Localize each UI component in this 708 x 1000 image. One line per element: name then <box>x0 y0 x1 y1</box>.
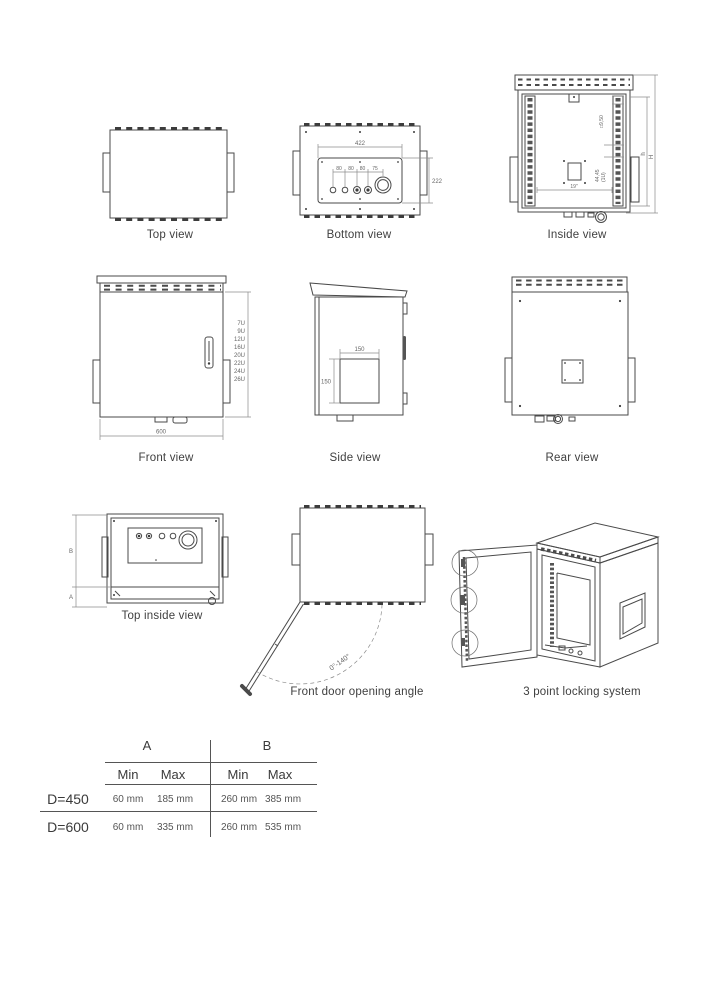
inside-view-bottom-glands <box>564 212 607 223</box>
rear-view-body <box>505 277 635 424</box>
front-unit-26u: 26U <box>233 377 245 383</box>
door-angle-range: 0°-140° <box>328 653 352 673</box>
locking-cabinet-body <box>537 523 658 667</box>
top-inside-dim-b: B <box>68 549 74 555</box>
table-cell: 260 mm <box>220 822 258 833</box>
door-angle-cabinet <box>292 508 433 602</box>
locking-system-diagram <box>445 495 675 680</box>
inside-dim-19in: 19" <box>570 184 578 190</box>
top-inside-view-diagram <box>60 495 255 615</box>
front-view-label: Front view <box>138 452 194 464</box>
table-row-label: D=450 <box>47 791 89 807</box>
front-unit-12u: 12U <box>233 337 245 343</box>
top-inside-screws <box>113 520 217 596</box>
front-unit-7u: 7U <box>237 321 245 327</box>
front-unit-20u: 20U <box>233 353 245 359</box>
top-inside-view-label: Top inside view <box>121 610 203 622</box>
rear-view-vents <box>516 281 624 285</box>
inside-dim-H: H <box>649 154 655 160</box>
front-unit-22u: 22U <box>233 361 245 367</box>
table-rule-3 <box>40 811 317 812</box>
table-cell: 535 mm <box>264 822 302 833</box>
bottom-view-label: Bottom view <box>326 229 392 241</box>
table-sub-min-b: Min <box>227 767 249 782</box>
inside-dim-1u-mm: 44,45 <box>595 169 601 182</box>
table-sub-max-b: Max <box>267 767 293 782</box>
top-inside-body <box>102 514 228 605</box>
top-view-vent-tabs <box>115 129 223 220</box>
table-cell: 335 mm <box>156 822 194 833</box>
side-view-diagram <box>305 270 425 455</box>
table-cell: 60 mm <box>112 822 144 833</box>
side-view-dim-lines <box>329 349 379 403</box>
bottom-gland-spacing-2: 80 <box>348 166 354 172</box>
front-view-unit-options <box>234 321 245 383</box>
top-view-label: Top view <box>146 229 194 241</box>
locking-door <box>459 545 537 667</box>
door-angle-vent-tabs <box>304 507 421 604</box>
table-sub-max-a: Max <box>160 767 186 782</box>
dimension-table <box>40 735 325 845</box>
door-open-leaf <box>242 602 304 694</box>
front-view-dim-lines <box>100 292 251 440</box>
bottom-gland-spacing-4: 75 <box>372 166 378 172</box>
rear-view-diagram <box>495 270 645 455</box>
bottom-gland-spacing-3: 80 <box>359 166 366 172</box>
side-dim-cutout-height: 150 <box>320 379 332 386</box>
inside-view-dim-lines <box>537 75 658 213</box>
front-unit-24u: 24U <box>233 369 245 375</box>
top-inside-dim-lines <box>72 515 111 607</box>
bottom-view-dim-lines <box>318 144 433 203</box>
table-cell: 185 mm <box>156 794 194 805</box>
bottom-dim-width: 422 <box>354 141 366 147</box>
table-cell: 60 mm <box>112 794 144 805</box>
table-group-a: A <box>142 738 152 753</box>
table-divider <box>210 740 211 837</box>
rear-view-screws <box>519 300 621 407</box>
front-view-vents <box>104 286 221 290</box>
side-view-label: Side view <box>329 452 381 464</box>
bottom-dim-height: 222 <box>432 179 443 185</box>
top-view-diagram <box>95 110 245 232</box>
front-view-diagram <box>85 265 270 450</box>
table-group-b: B <box>262 738 272 753</box>
inside-dim-square-hole: □9,50 <box>599 115 605 128</box>
bottom-view-cable-glands <box>330 177 391 194</box>
inside-view-plate-holes <box>563 96 586 184</box>
table-rule-2 <box>105 784 317 785</box>
front-dim-width: 600 <box>155 429 167 436</box>
bottom-view-diagram <box>290 108 450 230</box>
table-row-label: D=600 <box>47 819 89 835</box>
bottom-gland-spacing-1: 80 <box>336 166 342 172</box>
inside-view-label: Inside view <box>547 229 607 241</box>
inside-view-diagram <box>500 70 670 230</box>
table-sub-min-a: Min <box>117 767 139 782</box>
table-cell: 260 mm <box>220 794 258 805</box>
side-dim-cutout-width: 150 <box>354 347 365 353</box>
locking-system-label: 3 point locking system <box>523 686 641 698</box>
top-view-body <box>103 130 234 218</box>
door-angle-diagram <box>235 498 435 703</box>
front-view-body <box>93 276 230 423</box>
table-rule-1 <box>105 762 317 763</box>
top-inside-dim-a: A <box>68 595 74 601</box>
rear-view-label: Rear view <box>545 452 599 464</box>
inside-dim-1u: (1U) <box>601 172 607 182</box>
top-inside-glands <box>136 531 197 549</box>
table-cell: 385 mm <box>264 794 302 805</box>
front-unit-16u: 16U <box>233 345 245 351</box>
door-angle-label: Front door opening angle <box>290 686 424 698</box>
front-unit-9u: 9U <box>237 329 245 335</box>
inside-view-top-vents <box>518 80 630 86</box>
inside-dim-h: h <box>641 152 647 156</box>
